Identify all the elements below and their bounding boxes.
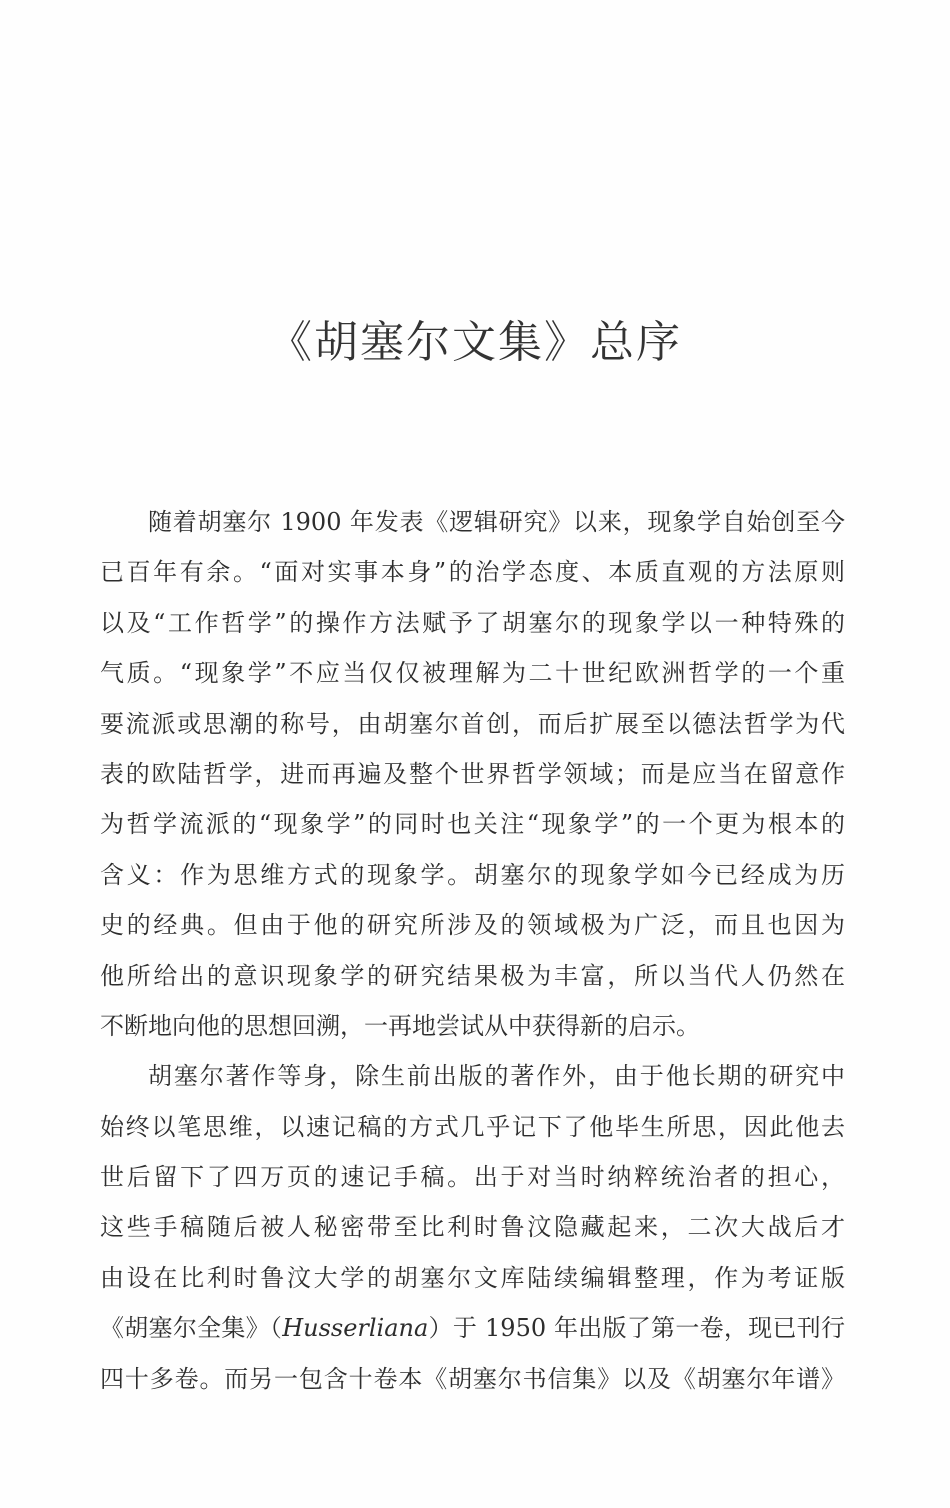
husserliana-line-before: 《胡塞尔全集》（ [100, 1314, 283, 1343]
husserliana-italic-title: Husserliana [282, 1314, 429, 1343]
paragraph-2-line-5: 由设在比利时鲁汶大学的胡塞尔文库陆续编辑整理，作为考证版 [100, 1263, 845, 1292]
paragraph-1-line-5: 要流派或思潮的称号，由胡塞尔首创，而后扩展至以德法哲学为代 [100, 709, 845, 738]
paragraph-1-line-10: 他所给出的意识现象学的研究结果极为丰富，所以当代人仍然在 [100, 961, 845, 990]
paragraph-2-line-6 [100, 1303, 845, 1353]
paragraph-1-line-3: 以及“工作哲学”的操作方法赋予了胡塞尔的现象学以一种特殊的 [100, 608, 845, 637]
paragraph-2-line-7: 四十多卷。而另一包含十卷本《胡塞尔书信集》以及《胡塞尔年谱》 [100, 1364, 845, 1393]
paragraph-2-line-4: 这些手稿随后被人秘密带至比利时鲁汶隐藏起来，二次大战后才 [100, 1213, 845, 1242]
paragraph-1-line-11: 不断地向他的思想回溯，一再地尝试从中获得新的启示。 [100, 1011, 700, 1040]
paragraph-2-line-2: 始终以笔思维，以速记稿的方式几乎记下了他毕生所思，因此他去 [100, 1112, 845, 1141]
paragraph-1-line-4: 气质。“现象学”不应当仅仅被理解为二十世纪欧洲哲学的一个重 [100, 659, 845, 688]
paragraph-1-line-1: 随着胡塞尔 1900 年发表《逻辑研究》以来，现象学自始创至今 [148, 508, 845, 536]
body-text [100, 497, 845, 1404]
paragraph-2-line-3: 世后留下了四万页的速记手稿。出于对当时纳粹统治者的担心， [100, 1163, 845, 1192]
paragraph-1-line-6: 表的欧陆哲学，进而再遍及整个世界哲学领域；而是应当在留意作 [100, 759, 845, 788]
paragraph-1-line-7: 为哲学流派的“现象学”的同时也关注“现象学”的一个更为根本的 [100, 810, 845, 839]
paragraph-1-line-9: 史的经典。但由于他的研究所涉及的领域极为广泛，而且也因为 [100, 911, 845, 940]
page-title: 《胡塞尔文集》总序 [268, 317, 682, 368]
paragraph-1-line-8: 含义：作为思维方式的现象学。胡塞尔的现象学如今已经成为历 [100, 860, 845, 889]
paragraph-1-line-2: 已百年有余。“面对实事本身”的治学态度、本质直观的方法原则 [100, 558, 845, 587]
husserliana-line-after: ）于 1950 年出版了第一卷，现已刊行 [428, 1314, 846, 1343]
paragraph-2-line-1: 胡塞尔著作等身，除生前出版的著作外，由于他长期的研究中 [148, 1062, 845, 1091]
